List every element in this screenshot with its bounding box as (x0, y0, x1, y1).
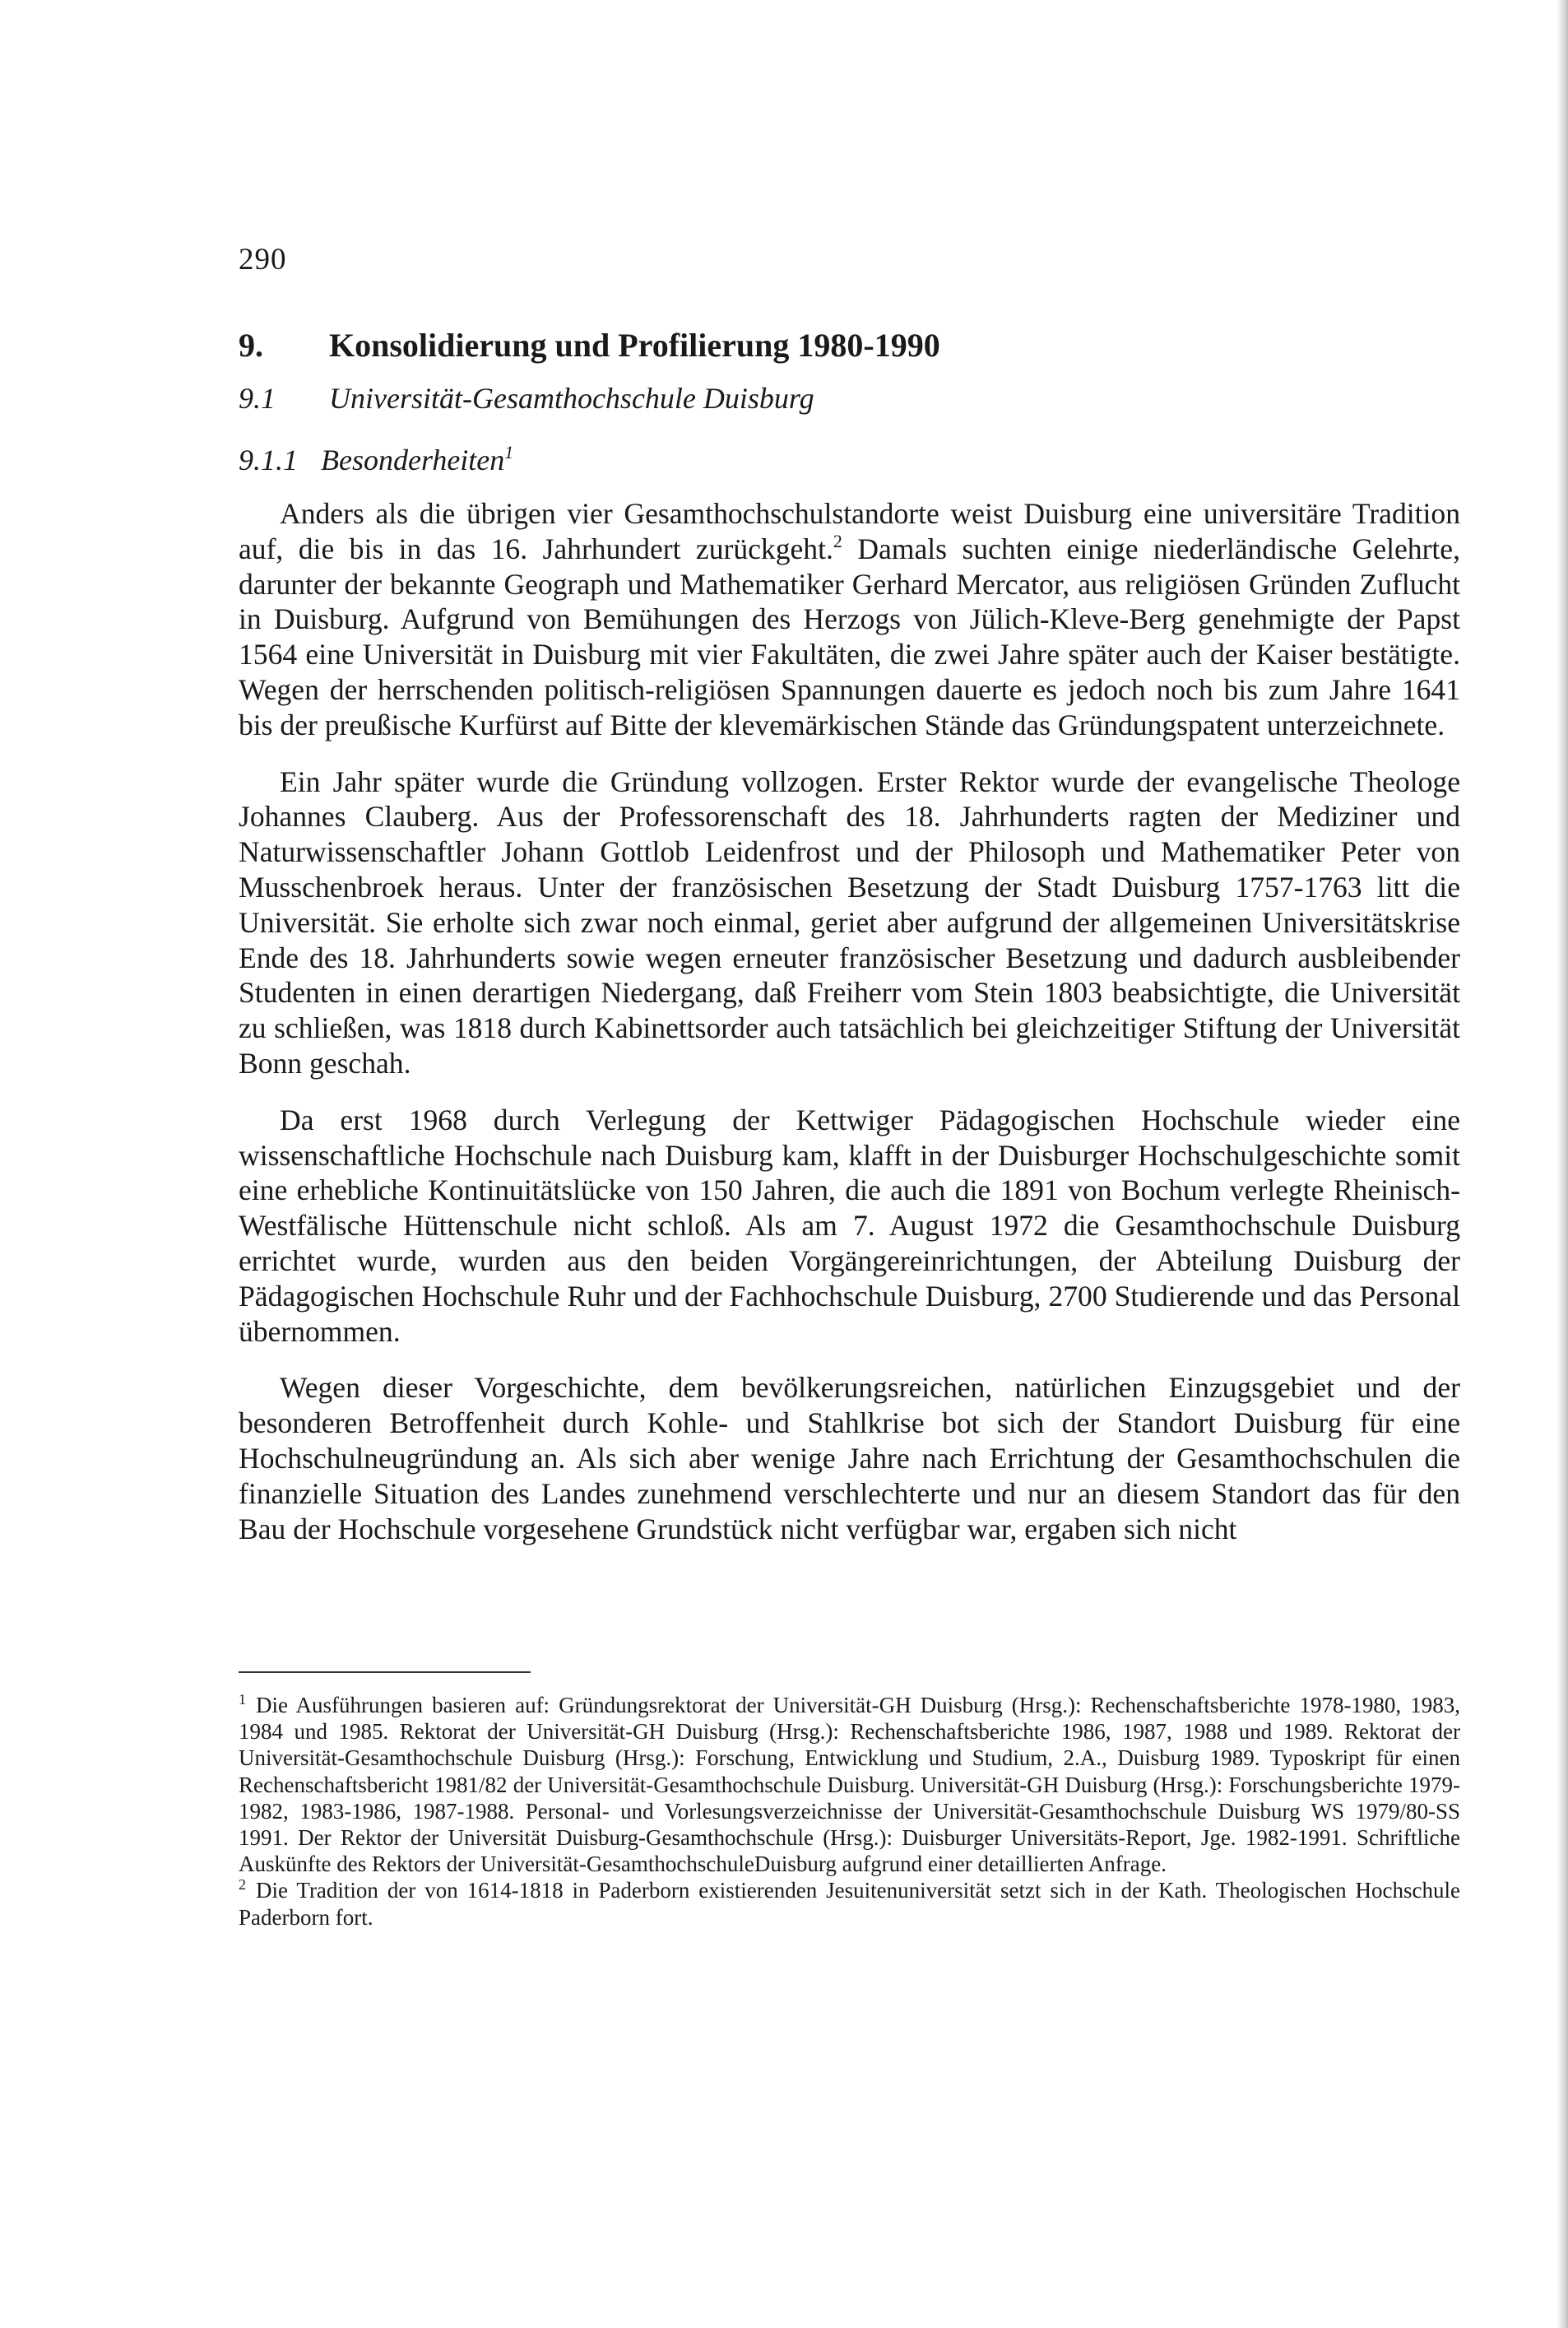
chapter-title: Konsolidierung und Profilierung 1980-1990 (329, 327, 940, 364)
subsection-number: 9.1.1 (239, 444, 298, 476)
chapter-number: 9. (239, 327, 263, 364)
footnote-1-text: Die Ausführungen basieren auf: Gründungsrektorat der Universität-GH Duisburg (Hrsg.): Rechenschaftsberichte 1978-1980, 1983, 1984 und 1985. Rektorat der Universität-GH Duisburg (Hrsg.): Rechenschaftsberichte 1986, 1987, 1988 und 1989. Rektorat der Universität-Gesamthochschule Duisburg (Hrsg.): Forschung, Entwicklung und Studium, 2.A., Duisburg 1989. Typoskript für einen Rechenschaftsbericht 1981/82 der Universität-Gesamthochschule Duisburg. Universität-GH Duisburg (Hrsg.): Forschungsberichte 1979-1982, 1983-1986, 1987-1988. Personal- und Vorlesungsverzeichnisse der Universität-Gesamthochschule Duisburg WS 1979/80-SS 1991. Der Rektor der Universität Duisburg-Gesamthochschule (Hrsg.): Duisburger Universitäts-Report, Jge. 1982-1991. Schriftliche Auskünfte des Rektors der Universität-GesamthochschuleDuisburg aufgrund einer detaillierten Anfrage. (239, 1693, 1460, 1877)
paragraph-1 (239, 496, 1460, 743)
section-heading (239, 381, 814, 416)
section-title: Universität-Gesamthochschule Duisburg (329, 382, 814, 415)
paragraph-1-part-a: Anders als die übrigen vier Gesamthochschulstandorte weist Duisburg eine universitäre Tradition auf, die bis in das 16. Jahrhundert zurückgeht. (239, 497, 1460, 565)
footnote-2 (239, 1877, 1460, 1930)
body-text (239, 496, 1460, 1568)
paragraph-1-part-b: Damals suchten einige niederländische Gelehrte, darunter der bekannte Geograph und Mathematiker Gerhard Mercator, aus religiösen Gründen Zuflucht in Duisburg. Aufgrund von Bemühungen des Herzogs von Jülich-Kleve-Berg genehmigte der Papst 1564 eine Universität in Duisburg mit vier Fakultäten, die zwei Jahre später auch der Kaiser bestätigte. Wegen der herrschenden politisch-religiösen Spannungen dauerte es jedoch noch bis zum Jahre 1641 bis der preußische Kurfürst auf Bitte der klevemärkischen Stände das Gründungspatent unterzeichnete. (239, 532, 1460, 741)
paragraph-2: Ein Jahr später wurde die Gründung vollzogen. Erster Rektor wurde der evangelische Theologe Johannes Clauberg. Aus der Professorenschaft des 18. Jahrhunderts ragten der Mediziner und Naturwissenschaftler Johann Gottlob Leidenfrost und der Philosoph und Mathematiker Peter von Musschenbroek heraus. Unter der französischen Besetzung der Stadt Duisburg 1757-1763 litt die Universität. Sie erholte sich zwar noch einmal, geriet aber aufgrund der allgemeinen Universitätskrise Ende des 18. Jahrhunderts sowie wegen erneuter französischer Besetzung und dadurch ausbleibender Studenten in einen derartigen Niedergang, daß Freiherr vom Stein 1803 beabsichtigte, die Universität zu schließen, was 1818 durch Kabinettsorder auch tatsächlich bei gleichzeitiger Stiftung der Universität Bonn geschah. (239, 764, 1460, 1080)
footnote-ref-2: 2 (833, 530, 842, 551)
page-edge-shadow (1556, 0, 1568, 2328)
chapter-heading (239, 326, 940, 365)
footnote-2-mark: 2 (239, 1876, 246, 1894)
paragraph-4: Wegen dieser Vorgeschichte, dem bevölkerungsreichen, natürlichen Einzugsgebiet und der besonderen Betroffenheit durch Kohle- und Stahlkrise bot sich der Standort Duisburg für eine Hochschulneugründung an. Als sich aber wenige Jahre nach Errichtung der Gesamthochschulen die finanzielle Situation des Landes zunehmend verschlechterte und nur an diesem Standort das für den Bau der Hochschule vorgesehene Grundstück nicht verfügbar war, ergaben sich nicht (239, 1371, 1460, 1545)
footnote-ref-1: 1 (504, 442, 514, 462)
footnote-2-text: Die Tradition der von 1614-1818 in Paderborn existierenden Jesuitenuniversität setzt sich in der Kath. Theologischen Hochschule Paderborn fort. (239, 1878, 1460, 1930)
section-number: 9.1 (239, 382, 276, 415)
subsection-title: Besonderheiten (321, 444, 505, 476)
footnote-1 (239, 1692, 1460, 1877)
page-number: 290 (239, 243, 287, 276)
subsection-heading (239, 442, 513, 477)
footnote-1-mark: 1 (239, 1691, 246, 1708)
paragraph-3: Da erst 1968 durch Verlegung der Kettwiger Pädagogischen Hochschule wieder eine wissenschaftliche Hochschule nach Duisburg kam, klafft in der Duisburger Hochschulgeschichte somit eine erhebliche Kontinuitätslücke von 150 Jahren, die auch die 1891 von Bochum verlegte Rheinisch-Westfälische Hüttenschule nicht schloß. Als am 7. August 1972 die Gesamthochschule Duisburg errichtet wurde, wurden aus den beiden Vorgängereinrichtungen, der Abteilung Duisburg der Pädagogischen Hochschule Ruhr und der Fachhochschule Duisburg, 2700 Studierende und das Personal übernommen. (239, 1103, 1460, 1348)
footnote-divider (239, 1671, 531, 1673)
footnotes (239, 1692, 1460, 1931)
